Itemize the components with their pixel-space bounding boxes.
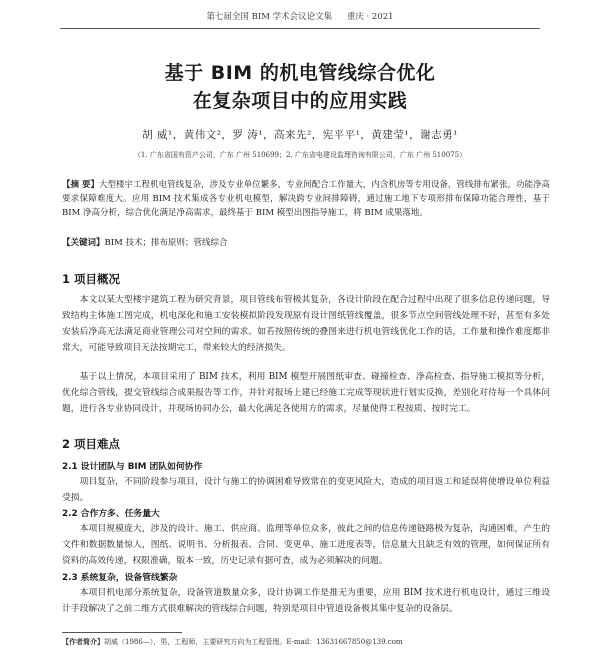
footnote-divider xyxy=(62,632,182,633)
section-1-paragraph-2: 基于以上情况，本项目采用了 BIM 技术，利用 BIM 模型开展图纸审查、碰撞检查、净高检查、指导施工模拟等分析，优化综合管线，提交管线综合成果报告等工作，并针对报场上建已经施工完成等现状进行划实反换，差别化对待每一个具体问题，进行各专业协同设计，并现场协同办公，最大化满足各使用方的需求，尽量使得工程按质、按时完工。 xyxy=(62,372,550,414)
keywords-label: 【关键词】 xyxy=(62,238,105,248)
subsection-2-1-text: 项目复杂，不同阶段参与项目，设计与施工的协调困难导致常在的变更风险大，造成的项目返工和延误将使增设单位利益受损。 xyxy=(62,477,550,503)
subsection-heading-2-3: 2.3 系统复杂，设备管线繁杂 xyxy=(62,573,178,583)
author-bio-label: 【作者简介】 xyxy=(62,638,104,646)
running-head-conference: 第七届全国 BIM 学术会议论文集 xyxy=(206,12,333,22)
author-list: 胡 威¹，黄伟文²，罗 涛¹，高来先²，宪平平¹，黄建莹¹，谢志勇¹ xyxy=(142,129,458,141)
affiliation: （1. 广东省国有资产公司，广东 广州 510699；2. 广东省电建设监理咨询有限公司，广东 广州 510075） xyxy=(133,151,467,159)
keywords xyxy=(62,236,550,250)
keywords-text: BIM 技术；排布原则；管线综合 xyxy=(104,238,228,248)
author-bio-footnote xyxy=(62,637,560,647)
abstract xyxy=(62,178,550,220)
subsection-heading-2-2: 2.2 合作方多、任务量大 xyxy=(62,509,160,519)
subsection-2-2-text: 本项目规模庞大，涉及的设计、施工、供应商、监理等单位众多，彼此之间的信息传递链路极为复杂，沟通困难，产生的文件和数据数量惊人，图纸、说明书、分析报表、合同、变更单、施工进度表等，信息量大且缺乏有效的管理，如何保证所有资料的高效传递，权限准确，版本一致，历史记录有据可查，成为必须解决的问题。 xyxy=(62,524,550,566)
paper-title-line-1: 基于 BIM 的机电管线综合优化 xyxy=(164,62,436,84)
section-heading-2: 2 项目难点 xyxy=(62,437,121,451)
abstract-label: 【摘 要】 xyxy=(62,180,100,190)
paper-title-line-2: 在复杂项目中的应用实践 xyxy=(192,90,408,112)
running-head-location: 重庆 · 2021 xyxy=(346,12,394,22)
subsection-2-3-text: 本项目机电部分系统复杂，设备管道数量众多，设计协调工作是推无为重要，应用 BIM 技术进行机电设计，通过三维设计手段解决了之前二维方式很难解决的管线综合问题，特别是项目中管道设备极其集中复杂的设备层。 xyxy=(62,588,550,614)
running-head xyxy=(60,10,540,29)
section-1-paragraph-1: 本文以某大型楼宇建筑工程为研究背景，项目管线布管极其复杂，各设计阶段在配合过程中出现了很多信息传递问题，导致结构主体施工图完成，机电深化和施工安装模拟阶段发现原有设计图纸管线覆盖，很多节点空间管线处理不好，甚至有多处安装后净高无法满足商业管理公司对空间的需求。如若按照传统的叠图来进行机电管线优化工作的话，工作量和操作难度都非常大，可能导致项目无法按期完工，带来较大的经济损失。 xyxy=(62,295,550,353)
author-bio-text: 胡威（1986—），男，工程师，主要研究方向为工程管理。E-mail：13631667850@139.com xyxy=(104,638,403,646)
subsection-heading-2-1: 2.1 设计团队与 BIM 团队如何协作 xyxy=(62,462,203,472)
abstract-text: 大型楼宇工程机电管线复杂，涉及专业单位繁多，专业间配合工作量大，内含机房等专用设备，管线排布紧张，功能净高要求保障难度大。应用 BIM 技术集成各专业机电模型，解决跨专业间排障碍，通过施工地下专项形排布保障功能合理性，基于 BIM 净高分析，综合优化满足净高需求，最终基于 BIM 模型出图指导施工，将 BIM 成果落地。 xyxy=(62,180,550,218)
section-heading-1: 1 项目概况 xyxy=(62,272,121,286)
